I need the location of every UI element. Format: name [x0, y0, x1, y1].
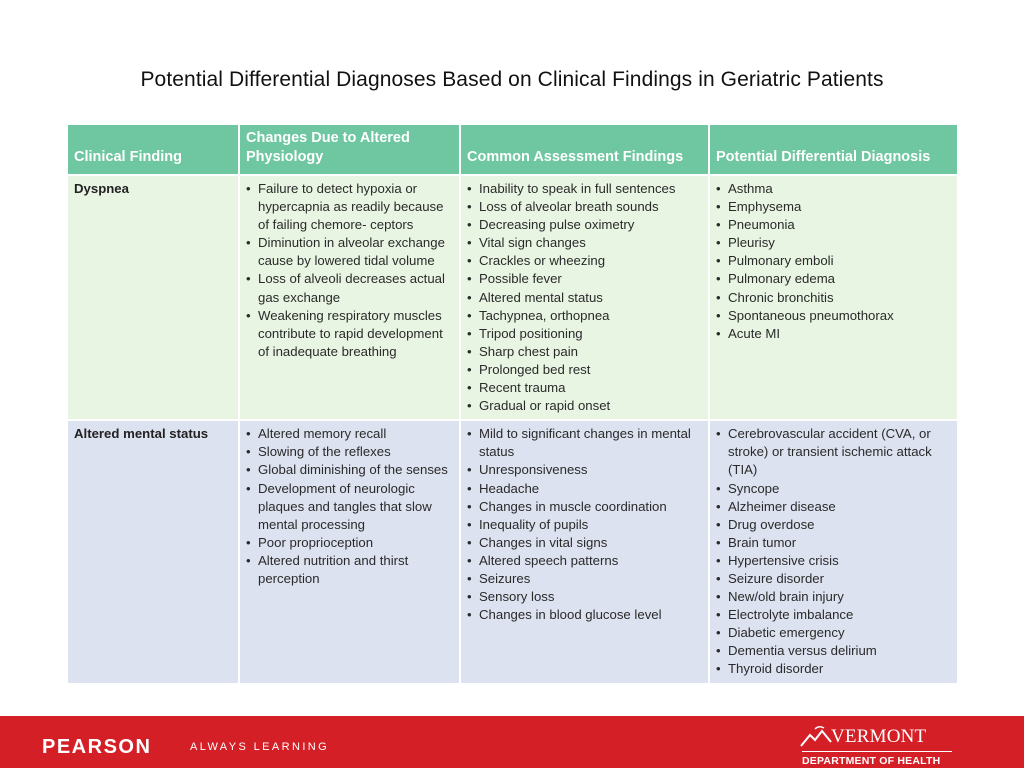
vermont-health-logo: [800, 722, 952, 768]
list-item: • Unresponsiveness: [467, 461, 703, 479]
list-item: • Syncope: [716, 480, 952, 498]
list-item: • Weakening respiratory muscles contribute to rapid development of inadequate breathing: [246, 307, 454, 361]
header-altered-physiology: Changes Due to Altered Physiology: [239, 124, 460, 175]
list-item: • Acute MI: [716, 325, 952, 343]
list-item: • Changes in muscle coordination: [467, 498, 703, 516]
physiology-list: [246, 425, 454, 588]
list-item: • Altered mental status: [467, 289, 703, 307]
slide-title: Potential Differential Diagnoses Based on Clinical Findings in Geriatric Patients: [140, 68, 884, 91]
diagnosis-list: [716, 425, 952, 678]
list-item: • Altered memory recall: [246, 425, 454, 443]
vermont-name: VERMONT: [831, 726, 927, 747]
list-item: • Thyroid disorder: [716, 660, 952, 678]
list-item: • Dementia versus delirium: [716, 642, 952, 660]
list-item: • Poor proprioception: [246, 534, 454, 552]
list-item: • New/old brain injury: [716, 588, 952, 606]
list-item: • Vital sign changes: [467, 234, 703, 252]
table-row-altered-mental-status: [67, 420, 958, 683]
list-item: • Inequality of pupils: [467, 516, 703, 534]
pearson-logo: PEARSON: [42, 736, 152, 758]
physiology-cell: [239, 175, 460, 420]
list-item: • Mild to significant changes in mental status: [467, 425, 703, 461]
list-item: • Changes in vital signs: [467, 534, 703, 552]
list-item: • Changes in blood glucose level: [467, 606, 703, 624]
list-item: • Gradual or rapid onset: [467, 397, 703, 415]
list-item: • Sensory loss: [467, 588, 703, 606]
physiology-cell: [239, 420, 460, 683]
list-item: • Diminution in alveolar exchange cause by lowered tidal volume: [246, 234, 454, 270]
finding-cell: Dyspnea: [67, 175, 239, 420]
list-item: • Recent trauma: [467, 379, 703, 397]
list-item: • Pneumonia: [716, 216, 952, 234]
diagnosis-list: [716, 180, 952, 343]
list-item: • Altered speech patterns: [467, 552, 703, 570]
list-item: • Pulmonary edema: [716, 270, 952, 288]
assessment-cell: [460, 175, 709, 420]
list-item: • Slowing of the reflexes: [246, 443, 454, 461]
finding-cell: Altered mental status: [67, 420, 239, 683]
list-item: • Loss of alveoli decreases actual gas exchange: [246, 270, 454, 306]
list-item: • Asthma: [716, 180, 952, 198]
assessment-list: [467, 180, 703, 415]
list-item: • Drug overdose: [716, 516, 952, 534]
list-item: • Sharp chest pain: [467, 343, 703, 361]
list-item: • Failure to detect hypoxia or hypercapnia as readily because of failing chemore- ceptors: [246, 180, 454, 234]
list-item: • Brain tumor: [716, 534, 952, 552]
list-item: • Inability to speak in full sentences: [467, 180, 703, 198]
physiology-list: [246, 180, 454, 361]
diagnosis-table: [66, 123, 959, 685]
list-item: • Seizures: [467, 570, 703, 588]
list-item: • Pulmonary emboli: [716, 252, 952, 270]
list-item: • Decreasing pulse oximetry: [467, 216, 703, 234]
diagnosis-cell: [709, 420, 958, 683]
table-header-row: [67, 124, 958, 175]
header-clinical-finding: Clinical Finding: [67, 124, 239, 175]
assessment-list: [467, 425, 703, 624]
list-item: • Loss of alveolar breath sounds: [467, 198, 703, 216]
list-item: • Development of neurologic plaques and tangles that slow mental processing: [246, 480, 454, 534]
footer-bar: [0, 716, 1024, 768]
list-item: • Electrolyte imbalance: [716, 606, 952, 624]
list-item: • Pleurisy: [716, 234, 952, 252]
header-differential-diagnosis: Potential Differential Diagnosis: [709, 124, 958, 175]
list-item: • Tripod positioning: [467, 325, 703, 343]
assessment-cell: [460, 420, 709, 683]
header-assessment-findings: Common Assessment Findings: [460, 124, 709, 175]
list-item: • Prolonged bed rest: [467, 361, 703, 379]
mountain-icon: [800, 725, 832, 747]
department-name: DEPARTMENT OF HEALTH: [802, 755, 941, 767]
list-item: • Possible fever: [467, 270, 703, 288]
diagnosis-table-container: [66, 123, 957, 685]
list-item: • Global diminishing of the senses: [246, 461, 454, 479]
list-item: • Crackles or wheezing: [467, 252, 703, 270]
diagnosis-cell: [709, 175, 958, 420]
list-item: • Hypertensive crisis: [716, 552, 952, 570]
list-item: • Emphysema: [716, 198, 952, 216]
list-item: • Chronic bronchitis: [716, 289, 952, 307]
list-item: • Headache: [467, 480, 703, 498]
list-item: • Diabetic emergency: [716, 624, 952, 642]
list-item: • Alzheimer disease: [716, 498, 952, 516]
table-row-dyspnea: [67, 175, 958, 420]
divider: [802, 751, 952, 752]
list-item: • Seizure disorder: [716, 570, 952, 588]
list-item: • Spontaneous pneumothorax: [716, 307, 952, 325]
footer-tagline: ALWAYS LEARNING: [190, 741, 330, 753]
list-item: • Tachypnea, orthopnea: [467, 307, 703, 325]
list-item: • Cerebrovascular accident (CVA, or stroke) or transient ischemic attack (TIA): [716, 425, 952, 479]
list-item: • Altered nutrition and thirst perception: [246, 552, 454, 588]
